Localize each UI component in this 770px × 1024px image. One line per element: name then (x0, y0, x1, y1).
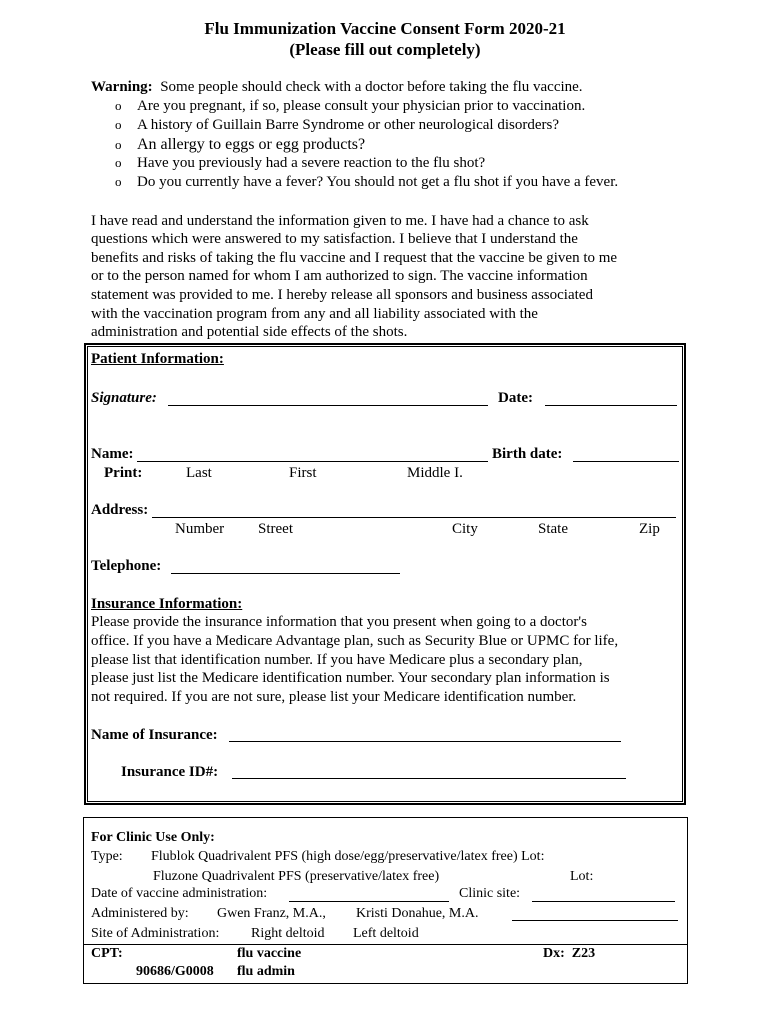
insurance-id-field[interactable] (232, 778, 626, 779)
clinic-site-admin-label: Site of Administration: (91, 926, 220, 941)
insurance-text-line: office. If you have a Medicare Advantage plan, such as Security Blue or UPMC for life, (91, 633, 619, 649)
address-state-label: State (538, 521, 568, 537)
dx-code: Z23 (571, 946, 596, 961)
cpt-label: CPT: (91, 946, 123, 961)
bullet-icon: o (115, 174, 122, 189)
insurance-text-line: please just list the Medicare identification number. Your secondary plan information is (91, 670, 610, 686)
dx-label-block (543, 946, 595, 962)
telephone-label: Telephone: (91, 558, 162, 574)
consent-line: questions which were answered to my satisfaction. I believe that I understand the (91, 231, 578, 247)
insurance-text-line: not required. If you are not sure, please list your Medicare identification number. (91, 689, 577, 705)
patient-info-heading: Patient Information: (91, 351, 224, 367)
date-label: Date: (498, 390, 533, 406)
consent-line: benefits and risks of taking the flu vaccine and I request that the vaccine be given to me (91, 250, 618, 266)
warning-text: Some people should check with a doctor before taking the flu vaccine. (160, 79, 583, 95)
consent-line: statement was provided to me. I hereby release all sponsors and business associated (91, 287, 593, 303)
bullet-icon: o (115, 117, 122, 132)
clinic-admin-gwen: Gwen Franz, M.A., (217, 906, 326, 921)
signature-label: Signature: (91, 390, 157, 406)
date-field[interactable] (545, 405, 677, 406)
first-name-label: First (289, 465, 317, 481)
address-label: Address: (91, 502, 149, 518)
cpt-desc-admin: flu admin (237, 964, 295, 979)
consent-line: administration and potential side effects of the shots. (91, 324, 408, 340)
form-title: Flu Immunization Vaccine Consent Form 2020-21 (204, 19, 566, 38)
name-field[interactable] (137, 461, 488, 462)
warning-bullet-item (115, 174, 618, 191)
bullet-text: An allergy to eggs or egg products? (137, 136, 366, 153)
name-label: Name: (91, 446, 134, 462)
clinic-right-deltoid: Right deltoid (251, 926, 325, 941)
clinic-admin-field[interactable] (512, 920, 678, 921)
cpt-desc-vaccine: flu vaccine (237, 946, 302, 961)
birth-date-label: Birth date: (492, 446, 563, 462)
form-subtitle: (Please fill out completely) (289, 40, 481, 59)
warning-bullet-item (115, 117, 559, 134)
telephone-field[interactable] (171, 573, 400, 574)
dx-label: Dx: (543, 946, 565, 961)
consent-line: with the vaccination program from any and all liability associated with the (91, 306, 538, 322)
insurance-heading: Insurance Information: (91, 596, 243, 612)
clinic-heading: For Clinic Use Only: (91, 830, 215, 845)
bullet-text: A history of Guillain Barre Syndrome or other neurological disorders? (137, 117, 559, 133)
warning-bullet-item (115, 98, 585, 115)
bullet-text: Are you pregnant, if so, please consult your physician prior to vaccination. (137, 98, 586, 114)
warning-label: Warning: (91, 79, 153, 95)
birth-date-field[interactable] (573, 461, 679, 462)
consent-line: I have read and understand the information given to me. I have had a chance to ask (91, 213, 589, 229)
clinic-type-label: Type: (91, 849, 123, 864)
address-field[interactable] (152, 517, 676, 518)
warning-intro (91, 79, 583, 96)
clinic-admin-kristi: Kristi Donahue, M.A. (356, 906, 479, 921)
address-city-label: City (452, 521, 478, 537)
clinic-lot-label: Lot: (570, 869, 594, 884)
middle-initial-label: Middle I. (407, 465, 463, 481)
insurance-text-line: Please provide the insurance information that you present when going to a doctor's (91, 614, 587, 630)
clinic-site-label: Clinic site: (459, 886, 521, 901)
clinic-administered-label: Administered by: (91, 906, 189, 921)
warning-bullet-item (115, 136, 365, 154)
clinic-site-field[interactable] (532, 901, 675, 902)
insurance-text-line: please list that identification number. If you have Medicare plus a secondary plan, (91, 652, 583, 668)
clinic-divider (83, 944, 687, 945)
print-label: Print: (104, 465, 143, 481)
insurance-id-label: Insurance ID#: (121, 764, 219, 780)
consent-line: or to the person named for whom I am authorized to sign. The vaccine information (91, 268, 588, 284)
warning-bullet-item (115, 155, 485, 172)
bullet-icon: o (115, 98, 122, 113)
clinic-date-label: Date of vaccine administration: (91, 886, 268, 901)
bullet-icon: o (115, 155, 122, 170)
clinic-left-deltoid: Left deltoid (353, 926, 419, 941)
insurance-name-label: Name of Insurance: (91, 727, 218, 743)
address-number-label: Number (175, 521, 225, 537)
bullet-text: Have you previously had a severe reaction to the flu shot? (137, 155, 486, 171)
address-zip-label: Zip (639, 521, 660, 537)
cpt-code: 90686/G0008 (136, 964, 214, 979)
bullet-icon: o (115, 137, 122, 152)
bullet-text: Do you currently have a fever? You should not get a flu shot if you have a fever. (137, 174, 619, 190)
signature-field[interactable] (168, 405, 488, 406)
clinic-vaccine-fluzone: Fluzone Quadrivalent PFS (preservative/latex free) (153, 869, 440, 884)
address-street-label: Street (258, 521, 293, 537)
clinic-date-field[interactable] (289, 901, 449, 902)
last-name-label: Last (186, 465, 212, 481)
insurance-name-field[interactable] (229, 741, 621, 742)
clinic-vaccine-flublok: Flublok Quadrivalent PFS (high dose/egg/preservative/latex free) Lot: (151, 849, 545, 864)
